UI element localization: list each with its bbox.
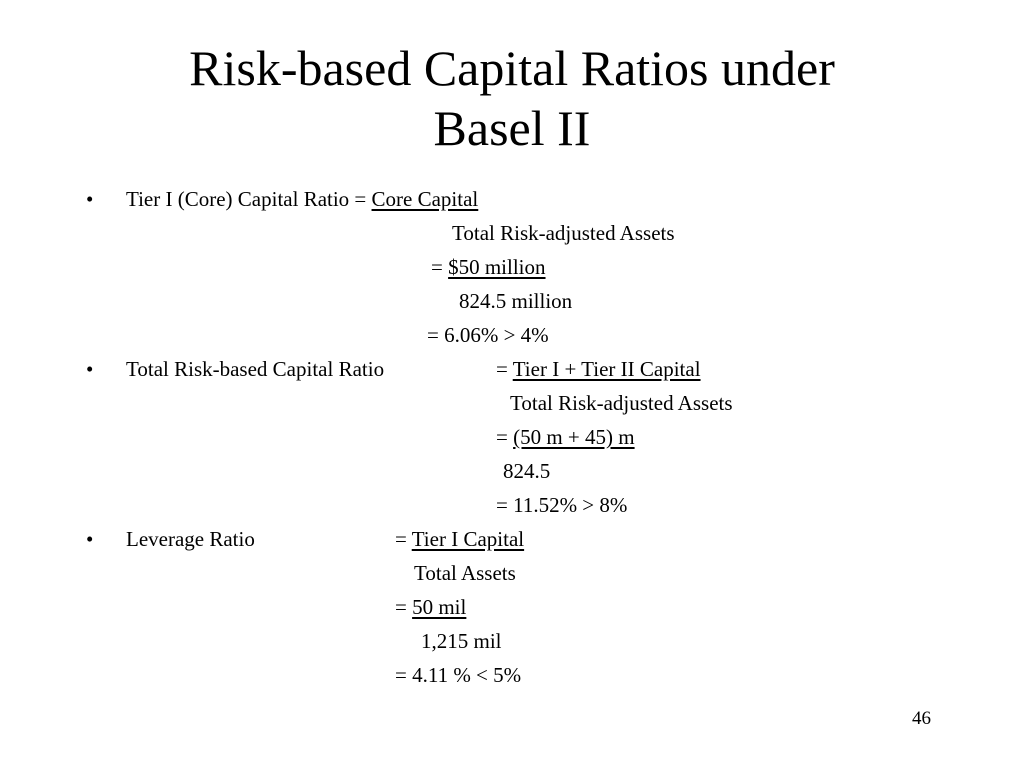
leverage-value-numerator: 50 mil xyxy=(412,595,467,619)
tier1-value-denominator: 824.5 million xyxy=(459,289,573,313)
total-denominator: Total Risk-adjusted Assets xyxy=(510,391,733,415)
leverage-value-line xyxy=(395,595,466,619)
leverage-eq: = xyxy=(395,527,412,551)
total-eq-2: = xyxy=(496,425,514,449)
bullet-tier1: • xyxy=(86,187,94,211)
leverage-value-denominator: 1,215 mil xyxy=(421,629,502,653)
tier1-value-line xyxy=(431,255,546,279)
total-formula xyxy=(496,357,701,381)
total-eq: = xyxy=(496,357,513,381)
leverage-eq-2: = xyxy=(395,595,413,619)
tier1-denominator: Total Risk-adjusted Assets xyxy=(452,221,675,245)
title-line-2: Basel II xyxy=(433,100,591,156)
total-numerator: Tier I + Tier II Capital xyxy=(512,357,701,381)
bullet-leverage: • xyxy=(86,527,94,551)
leverage-formula xyxy=(395,527,524,551)
tier1-formula xyxy=(126,187,478,211)
total-result: = 11.52% > 8% xyxy=(496,493,628,517)
tier1-value-numerator: $50 million xyxy=(448,255,546,279)
total-value-numerator: (50 m + 45) m xyxy=(513,425,635,449)
total-label: Total Risk-based Capital Ratio xyxy=(126,357,385,381)
tier1-numerator: Core Capital xyxy=(371,187,479,211)
slide-title xyxy=(0,38,1024,158)
tier1-result: = 6.06% > 4% xyxy=(427,323,549,347)
leverage-label: Leverage Ratio xyxy=(126,527,255,551)
total-value-denominator: 824.5 xyxy=(503,459,551,483)
tier1-eq: = xyxy=(431,255,449,279)
total-value-line xyxy=(496,425,635,449)
leverage-numerator: Tier I Capital xyxy=(411,527,525,551)
page-number: 46 xyxy=(912,708,931,729)
bullet-total: • xyxy=(86,357,94,381)
leverage-result: = 4.11 % < 5% xyxy=(395,663,522,687)
leverage-denominator: Total Assets xyxy=(414,561,516,585)
title-line-1: Risk-based Capital Ratios under xyxy=(189,40,835,96)
tier1-label: Tier I (Core) Capital Ratio = xyxy=(126,187,372,211)
